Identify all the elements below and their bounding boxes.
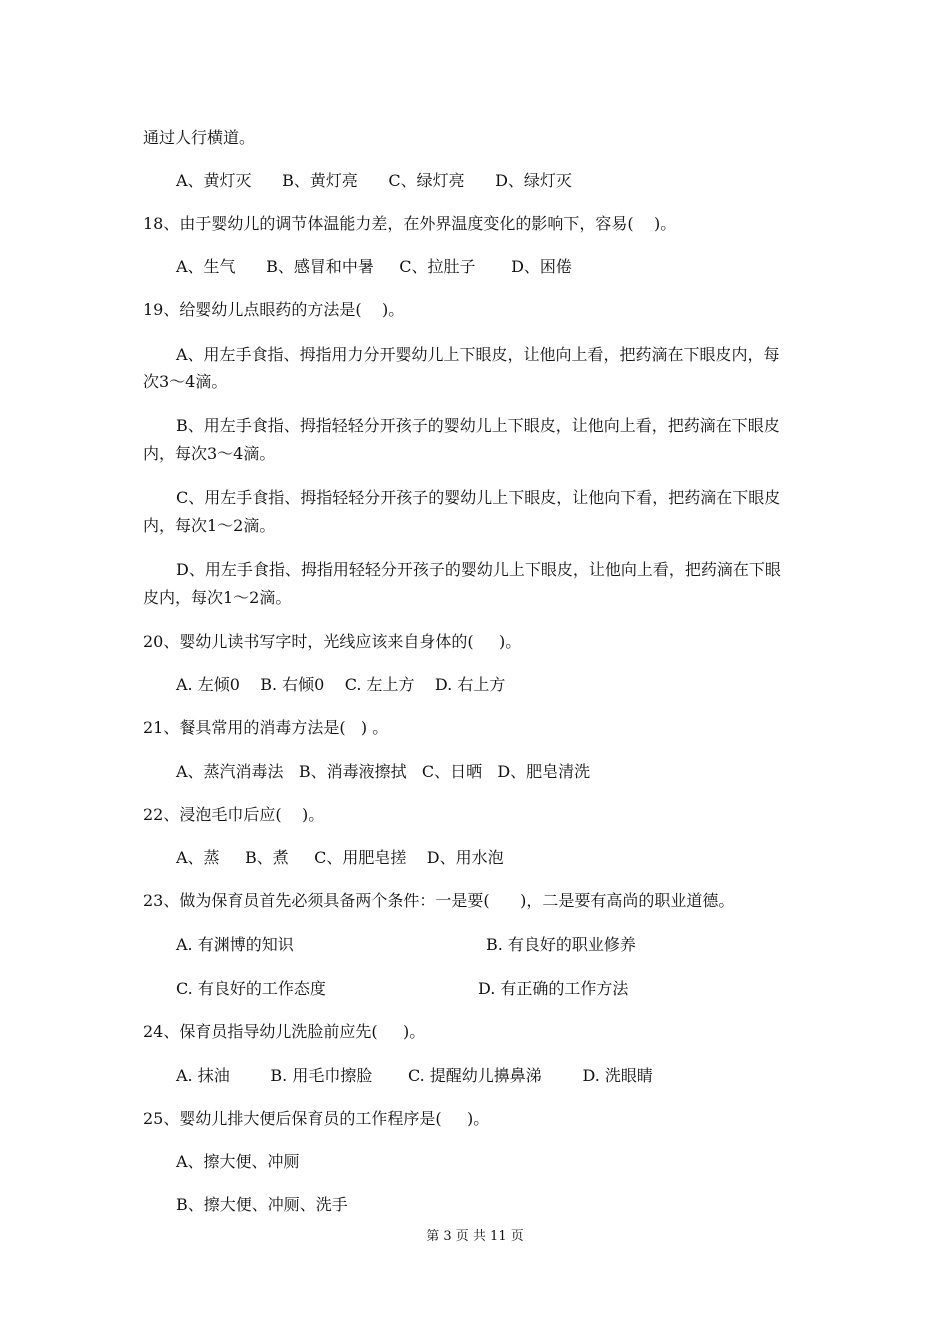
question-20: 20、婴幼儿读书写字时，光线应该来自身体的( )。 — [143, 632, 522, 651]
option-text: 内，每次3～4滴。 — [143, 444, 276, 463]
options-line: A. 抹油 B. 用毛巾擦脸 C. 提醒幼儿擤鼻涕 D. 洗眼睛 — [176, 1066, 653, 1085]
option-text: A、用左手食指、拇指用力分开婴幼儿上下眼皮，让他向上看，把药滴在下眼皮内，每 — [176, 345, 780, 364]
page-number: 第 3 页 共 11 页 — [426, 1229, 524, 1244]
options-line: A、黄灯灭 B、黄灯亮 C、绿灯亮 D、绿灯灭 — [176, 171, 572, 190]
option-d: D. 有正确的工作方法 — [478, 979, 629, 998]
option-text: 皮内，每次1～2滴。 — [143, 588, 292, 607]
options-line: A. 左倾0 B. 右倾0 C. 左上方 D. 右上方 — [176, 675, 506, 694]
option-text: C、用左手食指、拇指轻轻分开孩子的婴幼儿上下眼皮，让他向下看，把药滴在下眼皮 — [176, 488, 781, 507]
question-19: 19、给婴幼儿点眼药的方法是( )。 — [143, 300, 405, 319]
option-a: A. 有渊博的知识 — [176, 935, 294, 954]
option-text: B、擦大便、冲厕、洗手 — [176, 1195, 348, 1214]
question-23: 23、做为保育员首先必须具备两个条件：一是要( )，二是要有高尚的职业道德。 — [143, 891, 735, 910]
option-text: A、擦大便、冲厕 — [176, 1152, 300, 1171]
options-line: A、蒸汽消毒法 B、消毒液擦拭 C、日晒 D、肥皂清洗 — [176, 762, 591, 781]
question-18: 18、由于婴幼儿的调节体温能力差，在外界温度变化的影响下，容易( )。 — [143, 214, 677, 233]
option-c: C. 有良好的工作态度 — [176, 979, 326, 998]
option-text: B、用左手食指、拇指轻轻分开孩子的婴幼儿上下眼皮，让他向上看，把药滴在下眼皮 — [176, 416, 780, 435]
options-line: A、生气 B、感冒和中暑 C、拉肚子 D、困倦 — [176, 257, 572, 276]
question-24: 24、保育员指导幼儿洗脸前应先( )。 — [143, 1022, 426, 1041]
option-text: D、用左手食指、拇指用轻轻分开孩子的婴幼儿上下眼皮，让他向上看，把药滴在下眼 — [176, 560, 781, 579]
question-22: 22、浸泡毛巾后应( )。 — [143, 805, 325, 824]
options-line: A、蒸 B、煮 C、用肥皂搓 D、用水泡 — [176, 848, 504, 867]
option-text: 次3～4滴。 — [143, 372, 228, 391]
question-21: 21、餐具常用的消毒方法是( ) 。 — [143, 718, 389, 737]
option-text: 内，每次1～2滴。 — [143, 516, 276, 535]
question-25: 25、婴幼儿排大便后保育员的工作程序是( )。 — [143, 1109, 490, 1128]
option-b: B. 有良好的职业修养 — [486, 935, 636, 954]
text-line: 通过人行横道。 — [143, 128, 256, 147]
